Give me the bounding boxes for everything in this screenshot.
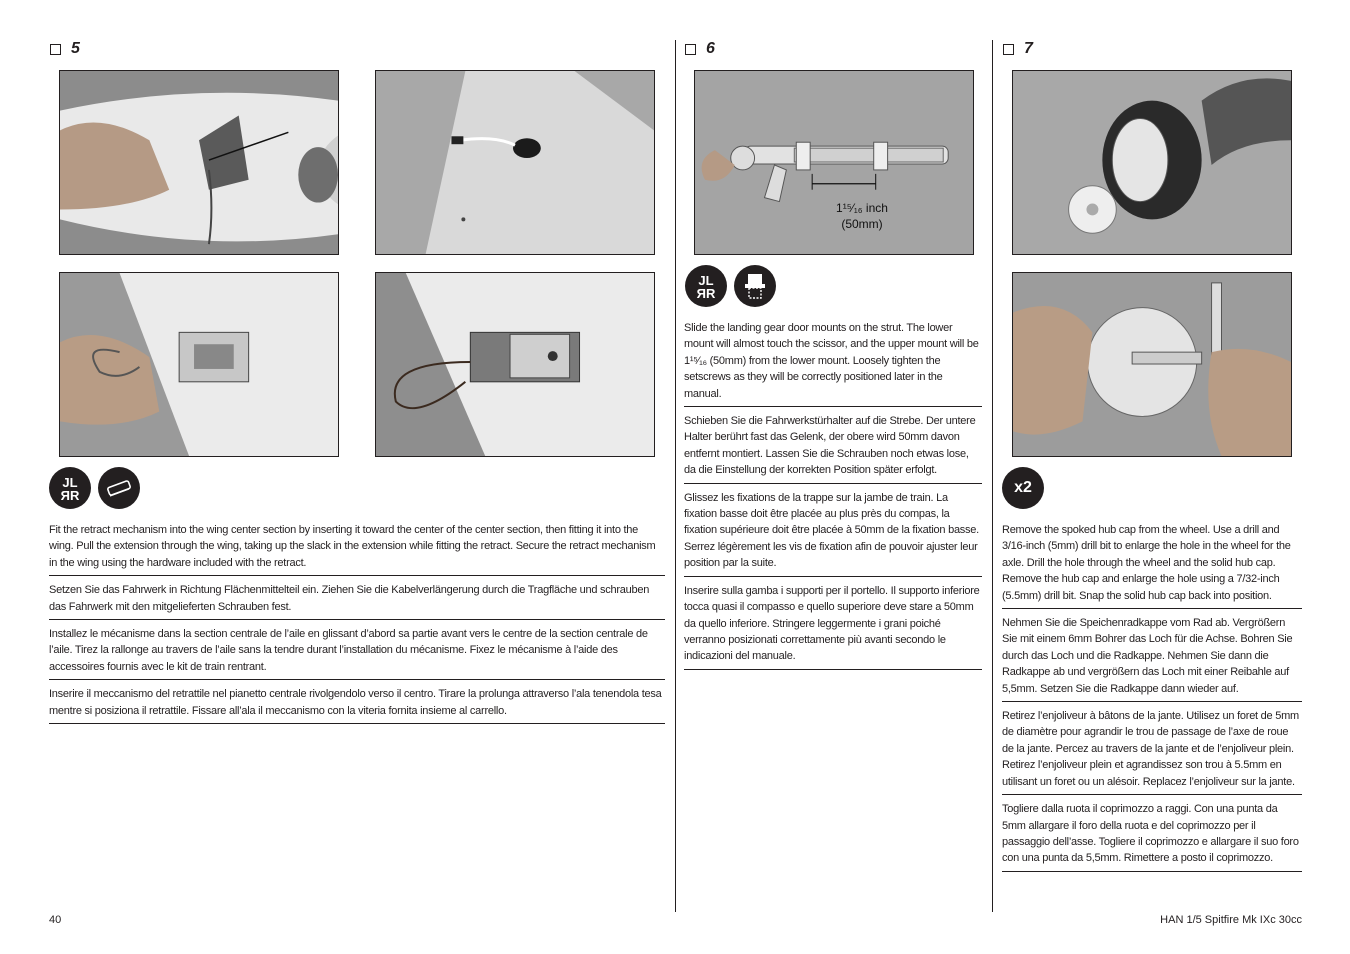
- step-7-instructions: [1002, 522, 1302, 878]
- instruction-en: Fit the retract mechanism into the wing center section by inserting it toward the center of the center section, then fitting it into the wing. Pull the extension through the wing, taking up the slack in the extension while fitting the retract. Secure the retract mechanism in the wing using the hardware included with the retract.: [49, 522, 665, 576]
- measurement-mm: (50mm): [841, 217, 883, 231]
- instruction-it: Inserire sulla gamba i supporti per il portello. Il supporto inferiore tocca quasi il compasso e quello superiore deve stare a 50mm da quello inferiore. Stringere leggermente i grani poiché verranno posizionati correttamente più avanti secondo le indicazioni del manuale.: [684, 583, 982, 670]
- measurement-inch: 1¹⁵⁄₁₆ inch: [836, 201, 888, 215]
- photo-drilling-hubcap: [1012, 272, 1292, 457]
- instruction-fr: Glissez les fixations de la trappe sur la jambe de train. La fixation basse doit être placée au plus près du compas, la fixation supérieure doit être placée à 50mm de la fixation basse. Serrez légèrement les vis de fixation afin de pouvoir ajuster leur position par la suite.: [684, 490, 982, 577]
- checkbox-icon[interactable]: [685, 44, 696, 55]
- photo-retract-secured: [375, 272, 655, 457]
- instruction-de: Setzen Sie das Fahrwerk in Richtung Flächenmittelteil ein. Ziehen Sie die Kabelverlängerung durch die Tragfläche und schrauben das Fahrwerk mit den mitgelieferten Schrauben fest.: [49, 582, 665, 620]
- svg-text:JL: JL: [698, 273, 714, 288]
- quantity-badge: x2: [1002, 467, 1044, 509]
- instruction-it: Togliere dalla ruota il coprimozzo a raggi. Con una punta da 5mm allargare il foro della ruota e del coprimozzo per il passaggio dell’asse. Togliere il coprimozzo e allargare il suo foro con una punta da 5,5mm. Rimettere a posto il coprimozzo.: [1002, 801, 1302, 872]
- hex-screw-icon: [734, 265, 776, 307]
- step-6-instructions: [684, 320, 982, 676]
- step-number: 5: [71, 40, 80, 57]
- checkbox-icon[interactable]: [1003, 44, 1014, 55]
- retract-mirror-icon: [685, 265, 727, 307]
- photo-measurement-label: [812, 200, 912, 232]
- svg-text:JL: JL: [62, 475, 78, 490]
- step-5-instructions: [49, 522, 665, 730]
- svg-text:ЯR: ЯR: [696, 286, 716, 301]
- step-5-header: [50, 40, 80, 58]
- instruction-de: Nehmen Sie die Speichenradkappe vom Rad ab. Vergrößern Sie mit einem 6mm Bohrer das Loch für die Achse. Bohren Sie durch das Loch und die Radkappe. Nehmen Sie dann die Radkappe ab und vergrößern das Loch mit einer Reibahle auf 5,5mm. Setzen Sie die Radkappe dann wieder auf.: [1002, 615, 1302, 702]
- photo-retract-fitting: [59, 272, 339, 457]
- step-6-header: [685, 40, 715, 58]
- retract-mirror-icon: [49, 467, 91, 509]
- instruction-it: Inserire il meccanismo del retrattile nel pianetto centrale rivolgendolo verso il centro. Tirare la prolunga attraverso l’ala tenendola tesa mentre si posiziona il retrattile. Fissare all’ala il meccanismo con la viteria fornita insieme al carrello.: [49, 686, 665, 724]
- photo-wheel-hubcap: [1012, 70, 1292, 255]
- manual-title: HAN 1/5 Spitfire Mk IXc 30cc: [1160, 914, 1302, 926]
- instruction-fr: Installez le mécanisme dans la section centrale de l’aile en glissant d’abord sa partie avant vers le centre de la section centrale de l’aile. Tirez la rallonge au travers de l’aile sans la tendre durant l’installation du mécanisme. Fixez le mécanisme à l’aide des accessoires fournis avec le kit de train rentrant.: [49, 626, 665, 680]
- step-number: 6: [706, 40, 715, 57]
- instruction-en: Remove the spoked hub cap from the wheel. Use a drill and 3/16-inch (5mm) drill bit to enlarge the hole in the wheel for the axle. Drill the hole through the wheel and the solid hub cap. Remove the hub cap and enlarge the hole using a 7/32-inch (5.5mm) drill bit. Snap the solid hub cap back into position.: [1002, 522, 1302, 609]
- instruction-fr: Retirez l’enjoliveur à bâtons de la jante. Utilisez un foret de 5mm de diamètre pour agrandir le trou de passage de l’axe de roue de la jante. Percez au travers de la jante et de l’enjoliveur plein. Retirez l’enjoliveur plein et agrandissez son trou à 5.5mm en utilisant un foret ou un alésoir. Replacez l’enjoliveur sur la jante.: [1002, 708, 1302, 795]
- checkbox-icon[interactable]: [50, 44, 61, 55]
- instruction-en: Slide the landing gear door mounts on the strut. The lower mount will almost touch the scissor, and the upper mount will be 1¹⁵⁄₁₆ (50mm) from the lower mount. Loosely tighten the setscrews as they will be correctly positioned later in the manual.: [684, 320, 982, 407]
- page-number: 40: [49, 914, 62, 926]
- instruction-de: Schieben Sie die Fahrwerkstürhalter auf die Strebe. Der untere Halter berührt fast das Gelenk, der obere wird 50mm davon entfernt montiert. Lassen Sie die Schrauben noch etwas lose, da die Einstellung der korrekten Position später erfolgt.: [684, 413, 982, 484]
- step-number: 7: [1024, 40, 1033, 57]
- column-divider: [992, 40, 993, 912]
- photo-retract-insert: [59, 70, 339, 255]
- strut-tool-icon: [98, 467, 140, 509]
- column-divider: [675, 40, 676, 912]
- step-7-header: [1003, 40, 1033, 58]
- photo-wing-extension-hole: [375, 70, 655, 255]
- svg-text:ЯR: ЯR: [60, 488, 80, 503]
